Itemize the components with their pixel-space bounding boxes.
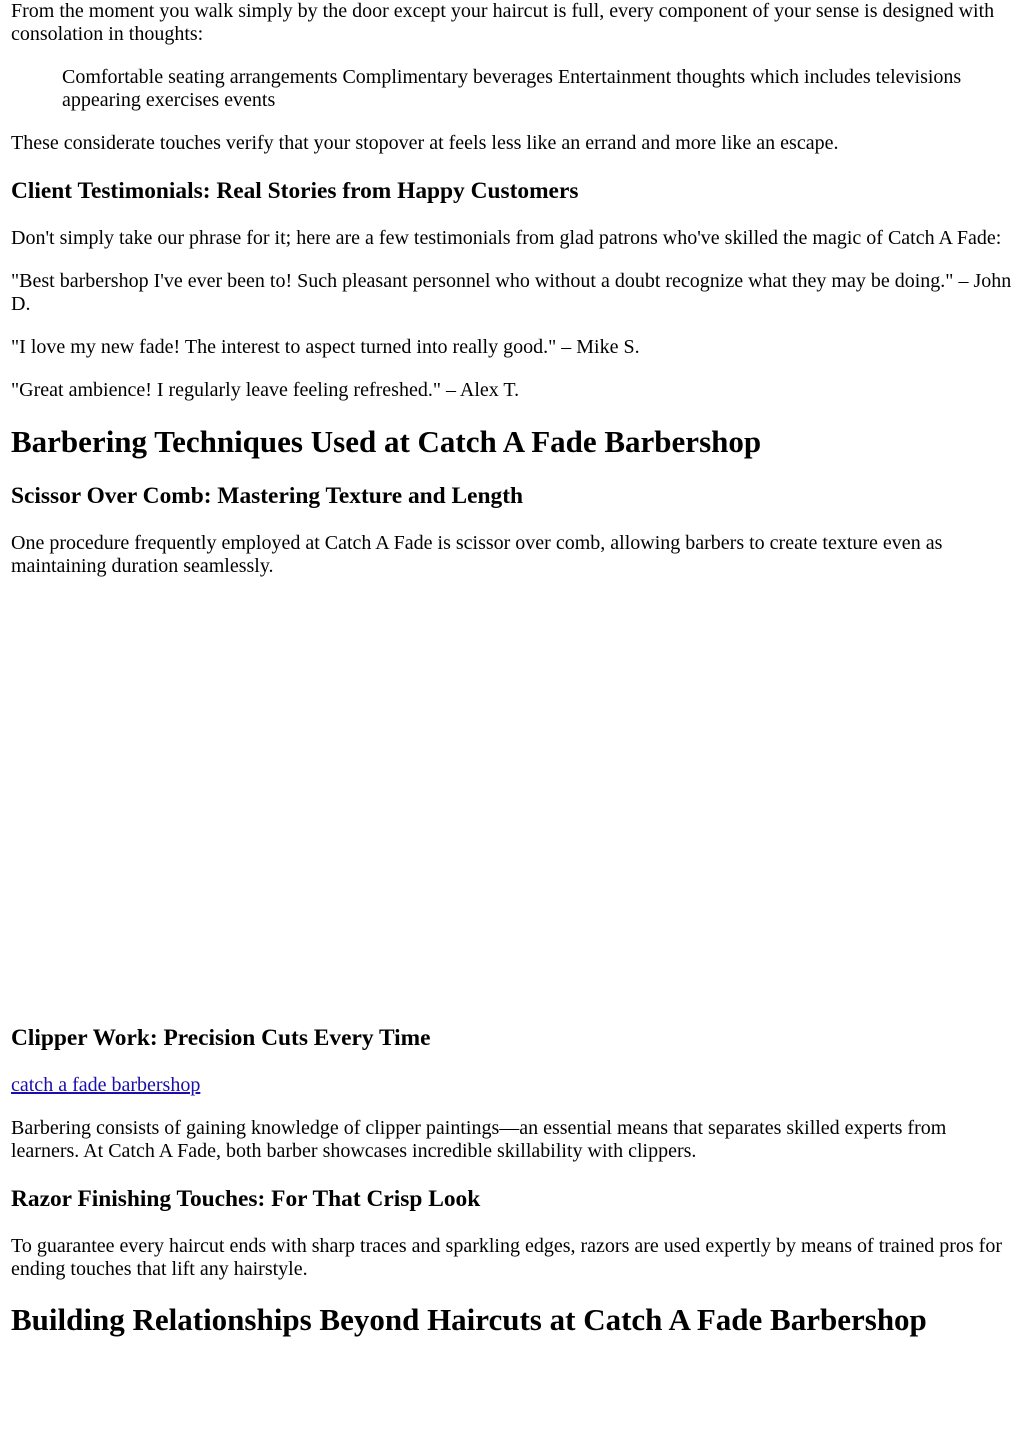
testimonials-heading: Client Testimonials: Real Stories from Happy Customers [11, 178, 579, 204]
scissor-paragraph: One procedure frequently employed at Catch A Fade is scissor over comb, allowing barbers to create texture even as maintaining duration seamlessly. [11, 532, 943, 577]
amenities-quote: Comfortable seating arrangements Complimentary beverages Entertainment thoughts which includes televisions appearing exercises events [62, 66, 962, 111]
testimonial-quote: "Best barbershop I've ever been to! Such pleasant personnel who without a doubt recognize what they may be doing." – John D. [11, 270, 1012, 315]
catch-a-fade-link[interactable]: catch a fade barbershop [11, 1074, 201, 1096]
testimonial-quote: "Great ambience! I regularly leave feeling refreshed." – Alex T. [11, 379, 520, 401]
clipper-paragraph: Barbering consists of gaining knowledge of clipper paintings—an essential means that separates skilled experts from learners. At Catch A Fade, both barber showcases incredible skillability with clippers. [11, 1117, 947, 1162]
link-paragraph [11, 1074, 1013, 1097]
scissor-heading: Scissor Over Comb: Mastering Texture and Length [11, 483, 524, 509]
techniques-heading: Barbering Techniques Used at Catch A Fade Barbershop [11, 424, 762, 459]
clipper-heading: Clipper Work: Precision Cuts Every Time [11, 1025, 431, 1051]
testimonials-intro: Don't simply take our phrase for it; here are a few testimonials from glad patrons who've skilled the magic of Catch A Fade: [11, 227, 1002, 249]
intro-paragraph: From the moment you walk simply by the door except your haircut is full, every component of your sense is designed with consolation in thoughts: [11, 0, 995, 45]
razor-paragraph: To guarantee every haircut ends with sharp traces and sparkling edges, razors are used expertly by means of trained pros for ending touches that lift any hairstyle. [11, 1235, 1003, 1280]
testimonial-quote: "I love my new fade! The interest to aspect turned into really good." – Mike S. [11, 336, 640, 358]
razor-heading: Razor Finishing Touches: For That Crisp Look [11, 1186, 481, 1212]
relationships-heading: Building Relationships Beyond Haircuts at Catch A Fade Barbershop [11, 1302, 927, 1337]
escape-paragraph: These considerate touches verify that your stopover at feels less like an errand and more like an escape. [11, 132, 839, 154]
empty-media-area [11, 578, 1013, 1025]
